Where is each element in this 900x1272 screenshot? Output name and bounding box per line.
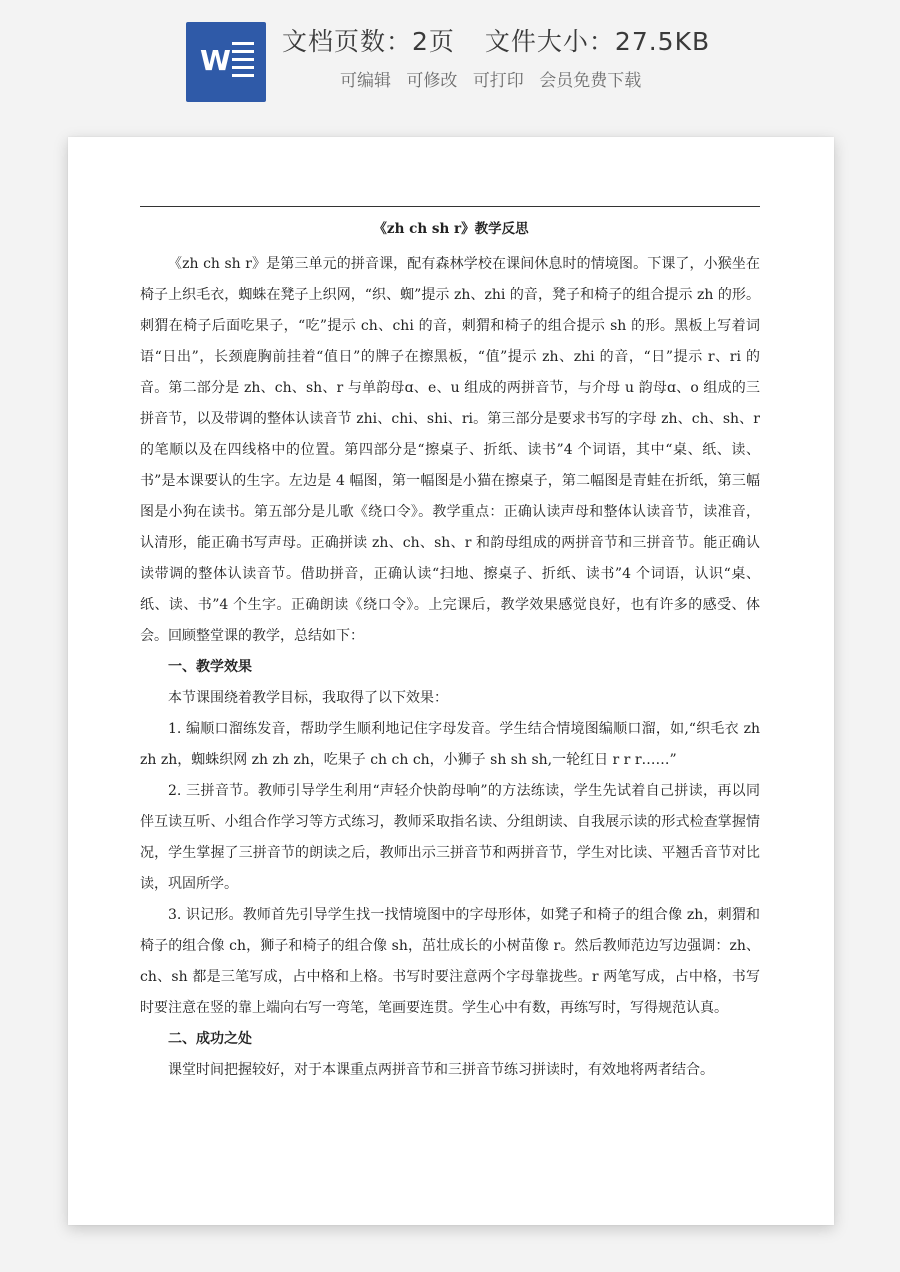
feature-editable: 可编辑 bbox=[340, 71, 391, 91]
word-icon-letter: W bbox=[200, 44, 231, 77]
effects-intro-paragraph: 本节课围绕着教学目标，我取得了以下效果： bbox=[168, 690, 448, 706]
file-size: 文件大小：27.5KB bbox=[484, 27, 711, 56]
section-heading-effects: 一、教学效果 bbox=[168, 659, 252, 675]
successes-paragraph: 课堂时间把握较好，对于本课重点两拼音节和三拼音节练习拼读时，有效地将两者结合。 bbox=[168, 1062, 714, 1078]
feature-printable: 可打印 bbox=[472, 71, 524, 91]
feature-list bbox=[340, 66, 651, 91]
effect-item-3: 3. 识记形。教师首先引导学生找一找情境图中的字母形体，如凳子和椅子的组合像 zh，刺猬和椅子的组合像 ch，狮子和椅子的组合像 sh，茁壮成长的小树苗像 r。然后教师范边写边强调：zh、ch、sh 都是三笔写成，占中格和上格。书写时要注意两个字母靠拢些。r 两笔写成，占中格，书写时要注意在竖的靠上端向右写一弯笔，笔画要连贯。学生心中有数，再练写时，写得规范认真。 bbox=[140, 907, 760, 1016]
header-rule bbox=[140, 206, 760, 207]
effect-item-2: 2. 三拼音节。教师引导学生利用“声轻介快韵母响”的方法练读，学生先试着自己拼读，再以同伴互读互听、小组合作学习等方式练习，教师采取指名读、分组朗读、自我展示读的形式检查掌握情况，学生掌握了三拼音节的朗读之后，教师出示三拼音节和两拼音节，学生对比读、平翘舌音节对比读，巩固所学。 bbox=[140, 783, 760, 892]
word-document-icon bbox=[186, 22, 266, 102]
section-heading-successes: 二、成功之处 bbox=[168, 1031, 252, 1047]
intro-paragraph: 《zh ch sh r》是第三单元的拼音课，配有森林学校在课间休息时的情境图。下课了，小猴坐在椅子上织毛衣，蜘蛛在凳子上织网，“织、蜘”提示 zh、zhi 的音，凳子和椅子的组合提示 zh 的形。刺猬在椅子后面吃果子，“吃”提示 ch、chi 的音，刺猬和椅子的组合提示 sh 的形。黑板上写着词语“日出”，长颈鹿胸前挂着“值日”的牌子在擦黑板，“值”提示 zh、zhi 的音，“日”提示 r、ri 的音。第二部分是 zh、ch、sh、r 与单韵母ɑ、e、u 组成的两拼音节，与介母 u 韵母ɑ、o 组成的三拼音节，以及带调的整体认读音节 zhi、chi、shi、ri。第三部分是要求书写的字母 zh、ch、sh、r 的笔顺以及在四线格中的位置。第四部分是“擦桌子、折纸、读书”4 个词语，其中“桌、纸、读、书”是本课要认的生字。左边是 4 幅图，第一幅图是小猫在擦桌子，第二幅图是青蛙在折纸，第三幅图是小狗在读书。第五部分是儿歌《绕口令》。教学重点：正确认读声母和整体认读音节，读准音，认清形，能正确书写声母。正确拼读 zh、ch、sh、r 和韵母组成的两拼音节和三拼音节。能正确认读带调的整体认读音节。借助拼音，正确认读“扫地、擦桌子、折纸、读书”4 个词语，认识“桌、纸、读、书”4 个生字。正确朗读《绕口令》。上完课后，教学效果感觉良好，也有许多的感受、体会。回顾整堂课的教学，总结如下： bbox=[140, 256, 760, 644]
feature-modifiable: 可修改 bbox=[406, 71, 458, 91]
feature-free-download: 会员免费下载 bbox=[539, 71, 642, 91]
file-info bbox=[282, 22, 710, 58]
document-body bbox=[140, 249, 760, 1086]
effect-item-1: 1. 编顺口溜练发音，帮助学生顺利地记住字母发音。学生结合情境图编顺口溜，如,“织毛衣 zh zh zh，蜘蛛织网 zh zh zh，吃果子 ch ch ch，小狮子 sh sh sh,一轮红日 r r r……” bbox=[140, 721, 760, 768]
document-page bbox=[68, 137, 834, 1225]
word-icon-lines bbox=[232, 42, 254, 82]
download-header bbox=[0, 0, 900, 120]
document-title: 《zh ch sh r》教学反思 bbox=[373, 221, 529, 237]
page-count: 文档页数：2页 bbox=[282, 27, 455, 56]
